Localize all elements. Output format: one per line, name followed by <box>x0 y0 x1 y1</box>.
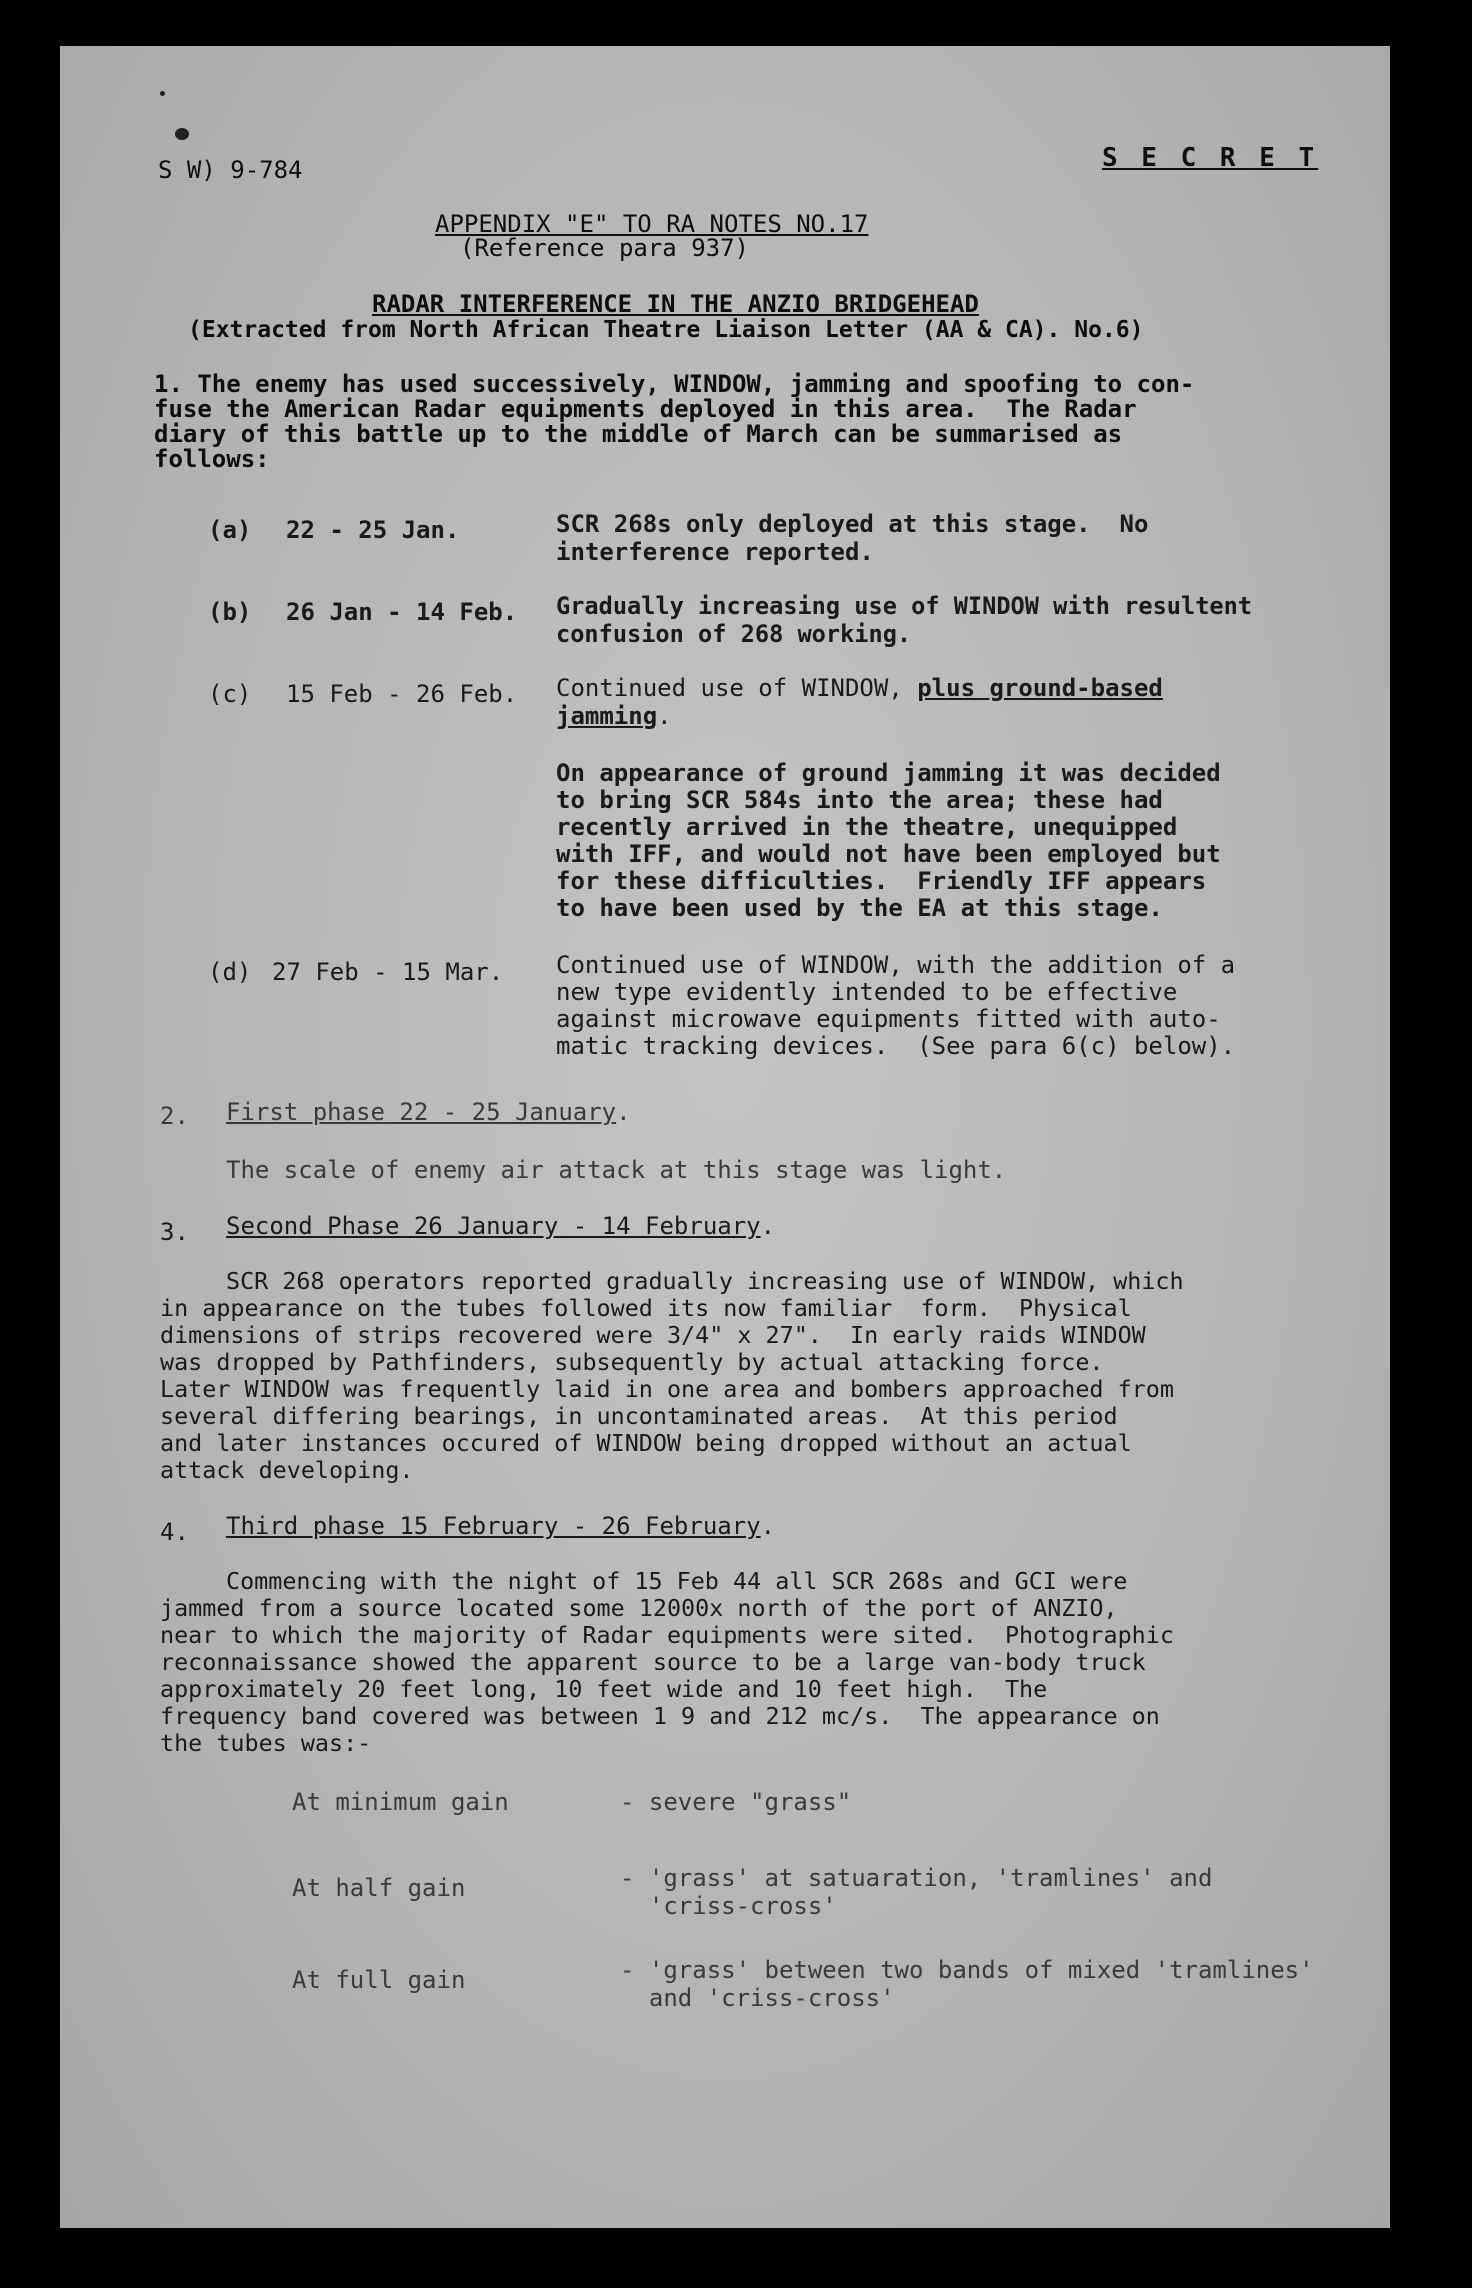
para3-line-6: several differing bearings, in uncontaminated areas. At this period <box>160 1402 1118 1430</box>
para4-heading <box>226 1512 775 1540</box>
document-subject: RADAR INTERFERENCE IN THE ANZIO BRIDGEHEAD <box>372 290 979 318</box>
document-page <box>60 46 1390 2228</box>
item-c-sub-line-2: to bring SCR 584s into the area; these had <box>556 786 1163 814</box>
item-b-line-2: confusion of 268 working. <box>556 620 912 648</box>
gain-half-label: At half gain <box>292 1874 466 1902</box>
gain-full-label: At full gain <box>292 1966 466 1994</box>
classification-marking: S E C R E T <box>1102 143 1319 173</box>
ink-blot <box>175 128 189 140</box>
item-b-date: 26 Jan - 14 Feb. <box>286 598 518 626</box>
item-d-text <box>556 952 1235 1060</box>
para3-line-5: Later WINDOW was frequently laid in one area and bombers approached from <box>160 1375 1174 1403</box>
item-d-line-1: Continued use of WINDOW, with the addition of a <box>556 951 1236 979</box>
item-b-line-1: Gradually increasing use of WINDOW with resultent <box>556 592 1253 620</box>
item-b-text <box>556 592 1252 648</box>
item-a-text <box>556 510 1148 566</box>
item-d-line-4: matic tracking devices. (See para 6(c) below). <box>556 1032 1236 1060</box>
gain-minimum-label: At minimum gain <box>292 1788 509 1816</box>
item-b-label: (b) <box>208 598 252 626</box>
para4-line-2: jammed from a source located some 12000x north of the port of ANZIO, <box>160 1594 1118 1622</box>
para3-heading-end: . <box>760 1212 776 1240</box>
para1-number: 1. <box>154 370 183 398</box>
gain-half-line-1: - 'grass' at satuaration, 'tramlines' and <box>620 1864 1213 1892</box>
appendix-title: APPENDIX "E" TO RA NOTES NO.17 <box>435 210 869 238</box>
para2-heading <box>226 1098 631 1126</box>
item-c-sub-line-5: for these difficulties. Friendly IFF appears <box>556 867 1207 895</box>
para3-heading <box>226 1212 775 1240</box>
item-d-line-2: new type evidently intended to be effective <box>556 978 1178 1006</box>
item-a-label: (a) <box>208 516 252 544</box>
item-a-line-1: SCR 268s only deployed at this stage. No <box>556 510 1149 538</box>
para1-line-1: The enemy has used successively, WINDOW, jamming and spoofing to con- <box>197 370 1195 398</box>
para4-line-1: Commencing with the night of 15 Feb 44 all SCR 268s and GCI were <box>226 1567 1128 1595</box>
para3-number: 3. <box>160 1218 189 1246</box>
item-c-sub-line-4: with IFF, and would not have been employed but <box>556 840 1221 868</box>
item-c-sub-line-3: recently arrived in the theatre, unequipped <box>556 813 1178 841</box>
gain-minimum-text: - severe "grass" <box>620 1788 852 1816</box>
document-reference: S W) 9-784 <box>158 156 303 184</box>
item-c-text-emphasis-2: jamming <box>556 702 658 730</box>
gain-full-line-2: and 'criss-cross' <box>620 1984 895 2012</box>
item-c-sub-line-6: to have been used by the EA at this stage. <box>556 894 1163 922</box>
para2-body: The scale of enemy air attack at this stage was light. <box>226 1156 1007 1184</box>
extracted-source: (Extracted from North African Theatre Liaison Letter (AA & CA). No.6) <box>188 317 1144 343</box>
para4-heading-text: Third phase 15 February - 26 February <box>226 1512 761 1540</box>
item-c-date: 15 Feb - 26 Feb. <box>286 680 518 708</box>
item-c-sub-line-1: On appearance of ground jamming it was decided <box>556 759 1221 787</box>
gain-full-text <box>620 1956 1314 2012</box>
para4-heading-end: . <box>760 1512 776 1540</box>
gain-half-line-2: 'criss-cross' <box>620 1892 837 1920</box>
item-a-date: 22 - 25 Jan. <box>286 516 460 544</box>
para4-line-7: the tubes was:- <box>160 1729 372 1757</box>
item-d-date: 27 Feb - 15 Mar. <box>272 958 504 986</box>
para2-heading-end: . <box>616 1098 631 1126</box>
para3-line-8: attack developing. <box>160 1456 414 1484</box>
para2-number: 2. <box>160 1102 189 1130</box>
item-c-text-end: . <box>657 702 672 730</box>
item-d-line-3: against microwave equipments fitted with auto- <box>556 1005 1221 1033</box>
item-a-line-2: interference reported. <box>556 538 874 566</box>
para3-body <box>160 1268 1184 1484</box>
para3-line-2: in appearance on the tubes followed its now familiar form. Physical <box>160 1294 1132 1322</box>
reference-line: (Reference para 937) <box>460 234 749 262</box>
gain-half-text <box>620 1864 1212 1920</box>
para2-heading-text: First phase 22 - 25 January <box>226 1098 617 1126</box>
para4-line-4: reconnaissance showed the apparent source to be a large van-body truck <box>160 1648 1146 1676</box>
para4-line-6: frequency band covered was between 1 9 and 212 mc/s. The appearance on <box>160 1702 1160 1730</box>
para4-line-5: approximately 20 feet long, 10 feet wide and 10 feet high. The <box>160 1675 1048 1703</box>
para3-line-4: was dropped by Pathfinders, subsequently by actual attacking force. <box>160 1348 1104 1376</box>
para1-line-3: diary of this battle up to the middle of March can be summarised as <box>154 420 1123 448</box>
para4-line-3: near to which the majority of Radar equipments were sited. Photographic <box>160 1621 1174 1649</box>
item-c-text-emphasis-1: plus ground-based <box>917 674 1163 702</box>
para3-line-7: and later instances occured of WINDOW being dropped without an actual <box>160 1429 1132 1457</box>
para1-line-2: fuse the American Radar equipments deployed in this area. The Radar <box>154 395 1137 423</box>
item-c-label: (c) <box>208 680 252 708</box>
item-c-subparagraph <box>556 760 1221 922</box>
para1-intro <box>154 372 1194 472</box>
para4-number: 4. <box>160 1518 189 1546</box>
para3-heading-text: Second Phase 26 January - 14 February <box>226 1212 761 1240</box>
gain-full-line-1: - 'grass' between two bands of mixed 'tramlines' <box>620 1956 1314 1984</box>
item-c-text-plain: Continued use of WINDOW, <box>556 674 918 702</box>
item-c-text <box>556 674 1163 730</box>
para1-line-4: follows: <box>154 445 270 473</box>
item-d-label: (d) <box>208 958 252 986</box>
para4-body <box>160 1568 1174 1757</box>
ink-speck <box>160 91 165 96</box>
para3-line-1: SCR 268 operators reported gradually increasing use of WINDOW, which <box>226 1267 1184 1295</box>
para3-line-3: dimensions of strips recovered were 3/4" x 27". In early raids WINDOW <box>160 1321 1146 1349</box>
